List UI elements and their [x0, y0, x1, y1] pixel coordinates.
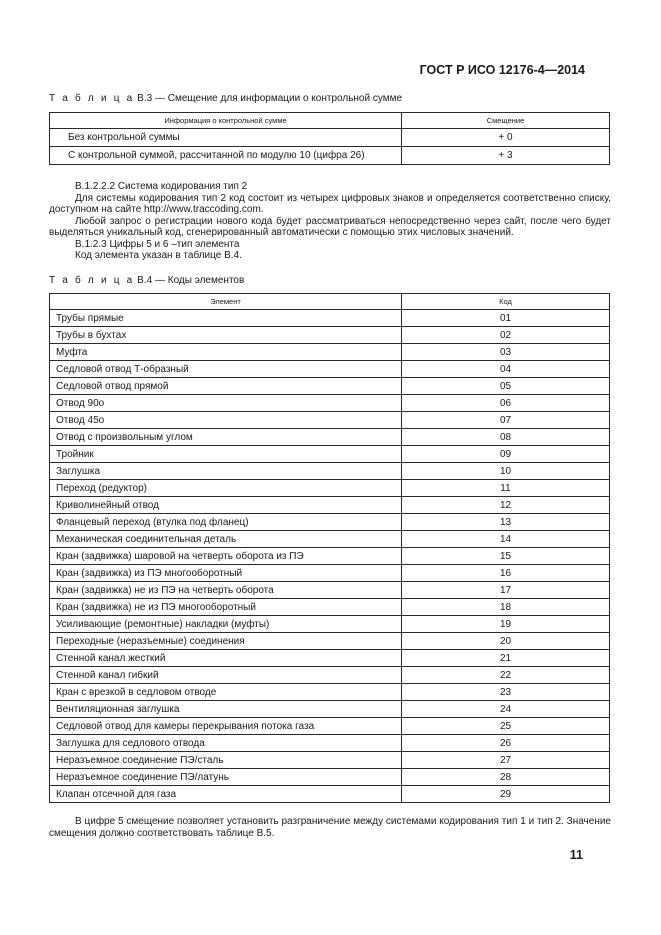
- table-row: [50, 786, 610, 803]
- element-code-cell: 26: [402, 735, 610, 752]
- element-code-cell: 18: [402, 599, 610, 616]
- element-code-cell: 14: [402, 531, 610, 548]
- element-code-cell: 07: [402, 412, 610, 429]
- footer-paragraph: [49, 816, 611, 839]
- caption-text: В.3 — Смещение для информации о контрольной сумме: [137, 93, 403, 104]
- element-name-cell: Кран с врезкой в седловом отводе: [50, 684, 402, 701]
- table-row: [50, 701, 610, 718]
- element-code-cell: 04: [402, 361, 610, 378]
- element-code-cell: 19: [402, 616, 610, 633]
- table-header-row: [50, 294, 610, 310]
- element-code-cell: 06: [402, 395, 610, 412]
- element-name-cell: Стенной канал гибкий: [50, 667, 402, 684]
- element-code-cell: 28: [402, 769, 610, 786]
- element-name-cell: Кран (задвижка) не из ПЭ многооборотный: [50, 599, 402, 616]
- element-name-cell: Криволинейный отвод: [50, 497, 402, 514]
- paragraph: В цифре 5 смещение позволяет установить разграничение между системами кодирования тип 1 и тип 2. Значение смещения должно соответствовать таблице В.5.: [49, 816, 611, 839]
- element-name-cell: Заглушка: [50, 463, 402, 480]
- checksum-info-cell: Без контрольной суммы: [50, 129, 402, 147]
- table-row: [50, 599, 610, 616]
- element-name-cell: Кран (задвижка) не из ПЭ на четверть оборота: [50, 582, 402, 599]
- table-row: [50, 497, 610, 514]
- table-row: [50, 548, 610, 565]
- element-code-cell: 16: [402, 565, 610, 582]
- table-row: [50, 769, 610, 786]
- table-row: [50, 480, 610, 497]
- element-name-cell: Неразъемное соединение ПЭ/сталь: [50, 752, 402, 769]
- table-row: [50, 446, 610, 463]
- table-b3-caption: [49, 93, 402, 104]
- element-code-cell: 23: [402, 684, 610, 701]
- element-code-cell: 11: [402, 480, 610, 497]
- element-code-cell: 05: [402, 378, 610, 395]
- element-name-cell: Седловой отвод прямой: [50, 378, 402, 395]
- element-name-cell: Неразъемное соединение ПЭ/латунь: [50, 769, 402, 786]
- paragraph: Код элемента указан в таблице В.4.: [75, 250, 242, 261]
- table-row: [50, 718, 610, 735]
- offset-cell: + 3: [402, 147, 610, 165]
- table-row: [50, 310, 610, 327]
- column-header-info: Информация о контрольной сумме: [50, 113, 402, 129]
- element-name-cell: Переходные (неразъемные) соединения: [50, 633, 402, 650]
- offset-cell: + 0: [402, 129, 610, 147]
- table-row: [50, 735, 610, 752]
- element-code-cell: 03: [402, 344, 610, 361]
- table-row: [50, 344, 610, 361]
- element-code-cell: 10: [402, 463, 610, 480]
- element-name-cell: Усиливающие (ремонтные) накладки (муфты): [50, 616, 402, 633]
- element-name-cell: Кран (задвижка) из ПЭ многооборотный: [50, 565, 402, 582]
- element-code-cell: 09: [402, 446, 610, 463]
- element-name-cell: Заглушка для седлового отвода: [50, 735, 402, 752]
- element-name-cell: Тройник: [50, 446, 402, 463]
- table-row: [50, 752, 610, 769]
- element-code-cell: 21: [402, 650, 610, 667]
- element-code-cell: 25: [402, 718, 610, 735]
- element-code-cell: 02: [402, 327, 610, 344]
- table-row: [50, 514, 610, 531]
- element-code-cell: 15: [402, 548, 610, 565]
- caption-prefix: Т а б л и ц а: [49, 93, 135, 104]
- column-header-element: Элемент: [50, 294, 402, 310]
- element-code-cell: 08: [402, 429, 610, 446]
- element-name-cell: Седловой отвод Т-образный: [50, 361, 402, 378]
- table-row: [50, 616, 610, 633]
- table-row: [50, 582, 610, 599]
- element-name-cell: Фланцевый переход (втулка под фланец): [50, 514, 402, 531]
- table-row: [50, 378, 610, 395]
- element-name-cell: Стенной канал жесткий: [50, 650, 402, 667]
- column-header-offset: Смещение: [402, 113, 610, 129]
- table-row: [50, 147, 610, 165]
- table-row: [50, 633, 610, 650]
- table-row: [50, 667, 610, 684]
- element-code-cell: 27: [402, 752, 610, 769]
- paragraph: В.1.2.2.2 Система кодирования тип 2: [75, 181, 248, 192]
- table-row: [50, 327, 610, 344]
- element-code-cell: 29: [402, 786, 610, 803]
- table-row: [50, 412, 610, 429]
- paragraph: Любой запрос о регистрации нового кода будет рассматриваться непосредственно через сайт, после чего будет выделяться уникальный код, сгенерированный автоматически с помощью этих числовых значений.: [49, 215, 611, 238]
- table-row: [50, 531, 610, 548]
- element-codes-body: [50, 310, 610, 803]
- column-header-code: Код: [402, 294, 610, 310]
- element-name-cell: Седловой отвод для камеры перекрывания потока газа: [50, 718, 402, 735]
- checksum-offset-table: [49, 112, 610, 165]
- element-name-cell: Отвод с произвольным углом: [50, 429, 402, 446]
- element-code-cell: 20: [402, 633, 610, 650]
- element-code-cell: 22: [402, 667, 610, 684]
- caption-prefix: Т а б л и ц а: [49, 275, 135, 286]
- table-b4-caption: [49, 275, 244, 286]
- element-name-cell: Механическая соединительная деталь: [50, 531, 402, 548]
- element-name-cell: Трубы в бухтах: [50, 327, 402, 344]
- element-name-cell: Отвод 45о: [50, 412, 402, 429]
- element-code-cell: 13: [402, 514, 610, 531]
- caption-text: В.4 — Коды элементов: [137, 275, 245, 286]
- table-row: [50, 395, 610, 412]
- table-row: [50, 361, 610, 378]
- paragraph: В.1.2.3 Цифры 5 и 6 –тип элемента: [75, 238, 240, 250]
- element-name-cell: Отвод 90о: [50, 395, 402, 412]
- checksum-info-cell: С контрольной суммой, рассчитанной по модулю 10 (цифра 26): [50, 147, 402, 165]
- table-row: [50, 684, 610, 701]
- element-code-cell: 24: [402, 701, 610, 718]
- table-row: [50, 650, 610, 667]
- table-row: [50, 429, 610, 446]
- element-code-cell: 12: [402, 497, 610, 514]
- element-name-cell: Трубы прямые: [50, 310, 402, 327]
- element-name-cell: Кран (задвижка) шаровой на четверть оборота из ПЭ: [50, 548, 402, 565]
- table-row: [50, 565, 610, 582]
- element-code-cell: 17: [402, 582, 610, 599]
- element-codes-table: [49, 293, 610, 803]
- page-number: 11: [569, 848, 583, 862]
- element-name-cell: Муфта: [50, 344, 402, 361]
- element-name-cell: Вентиляционная заглушка: [50, 701, 402, 718]
- element-name-cell: Клапан отсечной для газа: [50, 786, 402, 803]
- element-code-cell: 01: [402, 310, 610, 327]
- table-header-row: [50, 113, 610, 129]
- element-name-cell: Переход (редуктор): [50, 480, 402, 497]
- table-row: [50, 129, 610, 147]
- table-row: [50, 463, 610, 480]
- paragraph: Для системы кодирования тип 2 код состоит из четырех цифровых знаков и определяется соответственно списку, доступном на сайте http://www.traccoding.com.: [49, 192, 611, 215]
- section-text: [49, 181, 611, 262]
- document-code: ГОСТ Р ИСО 12176-4—2014: [419, 63, 585, 77]
